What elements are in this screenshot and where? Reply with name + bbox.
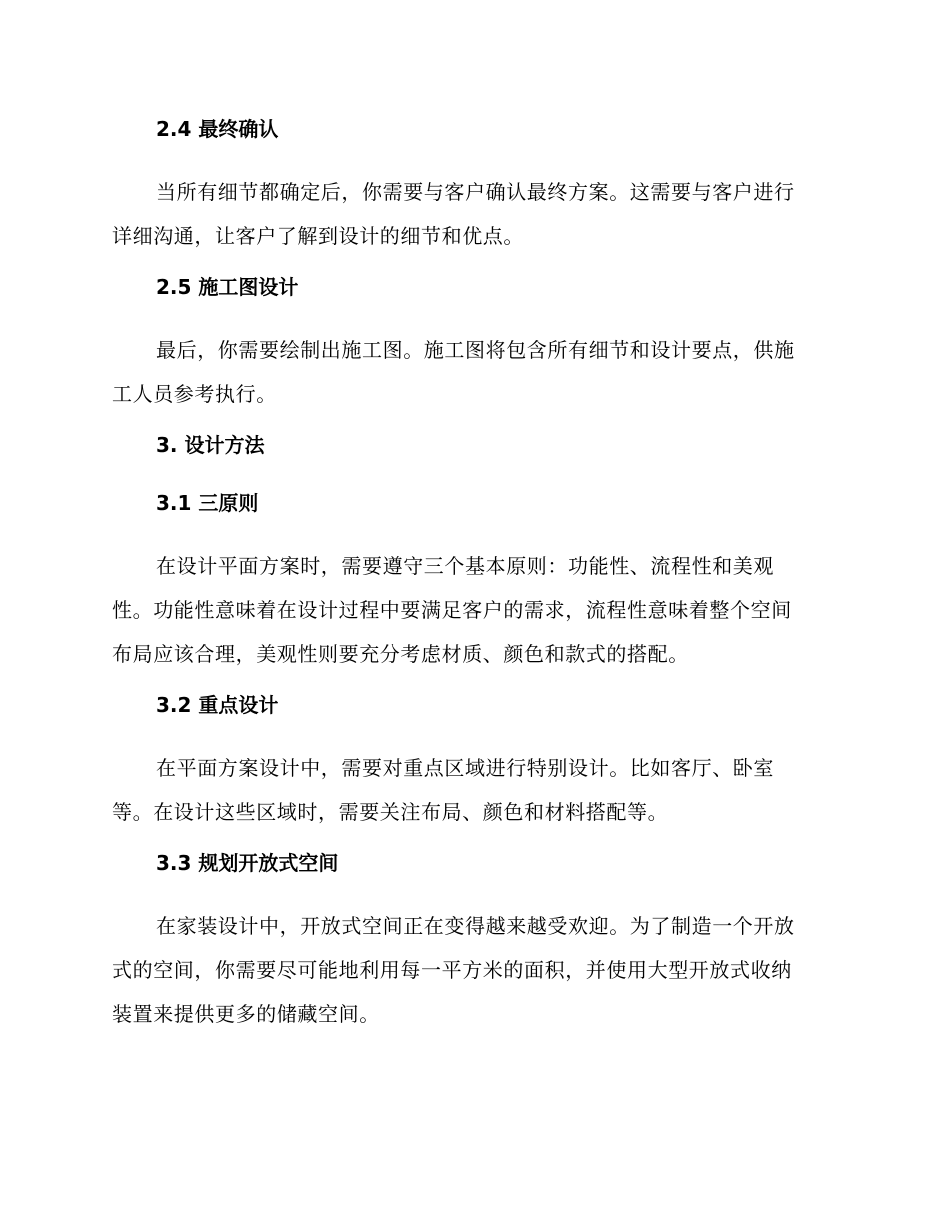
paragraph-line: 工人员参考执行。 (112, 382, 277, 406)
section-heading-2-4: 2.4 最终确认 (156, 117, 279, 141)
section-heading-2-5: 2.5 施工图设计 (156, 275, 299, 299)
paragraph-line: 等。在设计这些区域时，需要关注布局、颜色和材料搭配等。 (112, 800, 669, 824)
paragraph-line: 布局应该合理，美观性则要充分考虑材质、颜色和款式的搭配。 (112, 642, 689, 666)
paragraph-line: 装置来提供更多的储藏空间。 (112, 1002, 380, 1026)
paragraph-line: 式的空间，你需要尽可能地利用每一平方米的面积，并使用大型开放式收纳 (112, 958, 792, 982)
document-body (112, 112, 834, 1048)
paragraph-construction-drawing (112, 328, 834, 416)
paragraph-line: 性。功能性意味着在设计过程中要满足客户的需求，流程性意味着整个空间 (112, 598, 792, 622)
paragraph-line: 在设计平面方案时，需要遵守三个基本原则：功能性、流程性和美观 (156, 554, 774, 578)
paragraph-open-space (112, 904, 834, 1036)
paragraph-line: 最后，你需要绘制出施工图。施工图将包含所有细节和设计要点，供施 (156, 338, 795, 362)
paragraph-line: 在家装设计中，开放式空间正在变得越来越受欢迎。为了制造一个开放 (156, 914, 795, 938)
paragraph-three-principles (112, 544, 834, 676)
paragraph-line: 在平面方案设计中，需要对重点区域进行特别设计。比如客厅、卧室 (156, 756, 774, 780)
section-heading-3-3: 3.3 规划开放式空间 (156, 851, 339, 875)
paragraph-final-confirmation (112, 170, 834, 258)
paragraph-line: 当所有细节都确定后，你需要与客户确认最终方案。这需要与客户进行 (156, 180, 795, 204)
paragraph-line: 详细沟通，让客户了解到设计的细节和优点。 (112, 224, 524, 248)
paragraph-key-design (112, 746, 834, 834)
section-heading-3-1: 3.1 三原则 (156, 491, 259, 515)
section-heading-3-2: 3.2 重点设计 (156, 693, 279, 717)
section-heading-3: 3. 设计方法 (156, 433, 265, 457)
